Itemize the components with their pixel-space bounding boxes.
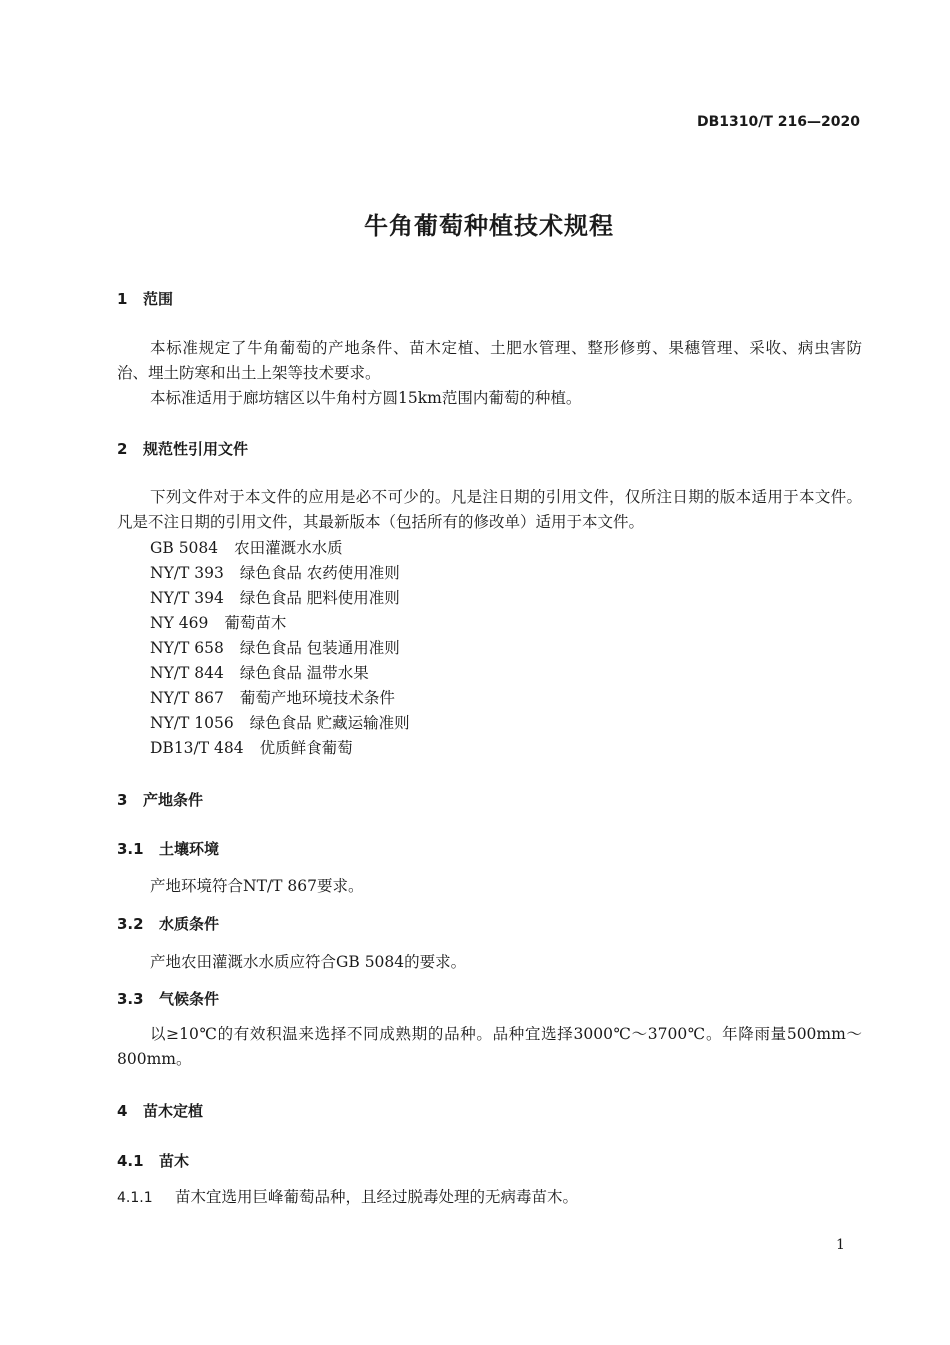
- page-title: 牛角葡萄种植技术规程: [364, 212, 614, 240]
- subsection-3-1-heading: [117, 838, 219, 859]
- subsection-number: 3.1: [117, 840, 144, 858]
- subsection-title: 土壤环境: [159, 840, 220, 858]
- subsection-3-2-text: 产地农田灌溉水水质应符合GB 5084的要求。: [150, 953, 467, 971]
- reference-name: 绿色食品 包装通用准则: [239, 639, 400, 657]
- reference-code: NY/T 658: [150, 639, 224, 657]
- reference-code: DB13/T 484: [150, 739, 244, 757]
- reference-item: [150, 536, 343, 558]
- subsection-title: 水质条件: [159, 915, 220, 933]
- section-number: 4: [117, 1102, 128, 1120]
- section-2-intro: 下列文件对于本文件的应用是必不可少的。凡是注日期的引用文件，仅所注日期的版本适用于本文件。凡是不注日期的引用文件，其最新版本（包括所有的修改单）适用于本文件。: [117, 488, 862, 531]
- subsection-3-3-heading: [117, 988, 219, 1009]
- subsection-title: 气候条件: [159, 990, 220, 1008]
- clause-number: 4.1.1: [117, 1190, 153, 1206]
- reference-item: [150, 561, 400, 583]
- reference-name: 绿色食品 贮藏运输准则: [249, 714, 410, 732]
- reference-code: NY/T 394: [150, 589, 224, 607]
- section-number: 2: [117, 440, 128, 458]
- reference-code: NY/T 1056: [150, 714, 234, 732]
- reference-item: [150, 661, 369, 683]
- section-1-paragraph-2: 本标准适用于廊坊辖区以牛角村方圆15km范围内葡萄的种植。: [150, 389, 582, 407]
- clause-text: 苗木宜选用巨峰葡萄品种，且经过脱毒处理的无病毒苗木。: [175, 1188, 579, 1206]
- reference-item: [150, 611, 286, 633]
- reference-code: NY/T 393: [150, 564, 224, 582]
- page-number: 1: [836, 1237, 845, 1253]
- subsection-title: 苗木: [159, 1152, 190, 1170]
- section-4-heading: [117, 1100, 203, 1121]
- reference-code: NY/T 844: [150, 664, 224, 682]
- subsection-number: 3.2: [117, 915, 144, 933]
- reference-name: 葡萄产地环境技术条件: [239, 689, 395, 707]
- reference-name: 优质鲜食葡萄: [259, 739, 353, 757]
- reference-item: [150, 711, 410, 733]
- section-number: 1: [117, 290, 128, 308]
- reference-name: 葡萄苗木: [224, 614, 287, 632]
- subsection-number: 4.1: [117, 1152, 144, 1170]
- reference-item: [150, 586, 400, 608]
- reference-code: NY 469: [150, 614, 209, 632]
- section-title: 范围: [143, 290, 174, 308]
- subsection-3-3-text: 以≥10℃的有效积温来选择不同成熟期的品种。品种宜选择3000℃～3700℃。年降雨量500mm～800mm。: [117, 1025, 862, 1068]
- section-1-heading: [117, 288, 173, 309]
- subsection-3-2-heading: [117, 913, 219, 934]
- reference-name: 绿色食品 农药使用准则: [239, 564, 400, 582]
- reference-item: [150, 736, 353, 758]
- section-number: 3: [117, 791, 128, 809]
- document-number: DB1310/T 216—2020: [697, 114, 860, 130]
- subsection-4-1-heading: [117, 1150, 189, 1171]
- section-title: 产地条件: [143, 791, 204, 809]
- reference-name: 绿色食品 温带水果: [239, 664, 369, 682]
- section-title: 规范性引用文件: [143, 440, 249, 458]
- reference-code: GB 5084: [150, 539, 219, 557]
- section-2-heading: [117, 438, 248, 459]
- reference-code: NY/T 867: [150, 689, 224, 707]
- reference-item: [150, 636, 400, 658]
- reference-name: 农田灌溉水水质: [234, 539, 343, 557]
- subsection-number: 3.3: [117, 990, 144, 1008]
- reference-item: [150, 686, 395, 708]
- subsection-3-1-text: 产地环境符合NT/T 867要求。: [150, 877, 364, 895]
- section-1-paragraph-1: 本标准规定了牛角葡萄的产地条件、苗木定植、土肥水管理、整形修剪、果穗管理、采收、病虫害防治、埋土防寒和出土上架等技术要求。: [117, 339, 862, 382]
- section-3-heading: [117, 789, 203, 810]
- clause-4-1-1: [117, 1185, 578, 1207]
- section-title: 苗木定植: [143, 1102, 204, 1120]
- reference-name: 绿色食品 肥料使用准则: [239, 589, 400, 607]
